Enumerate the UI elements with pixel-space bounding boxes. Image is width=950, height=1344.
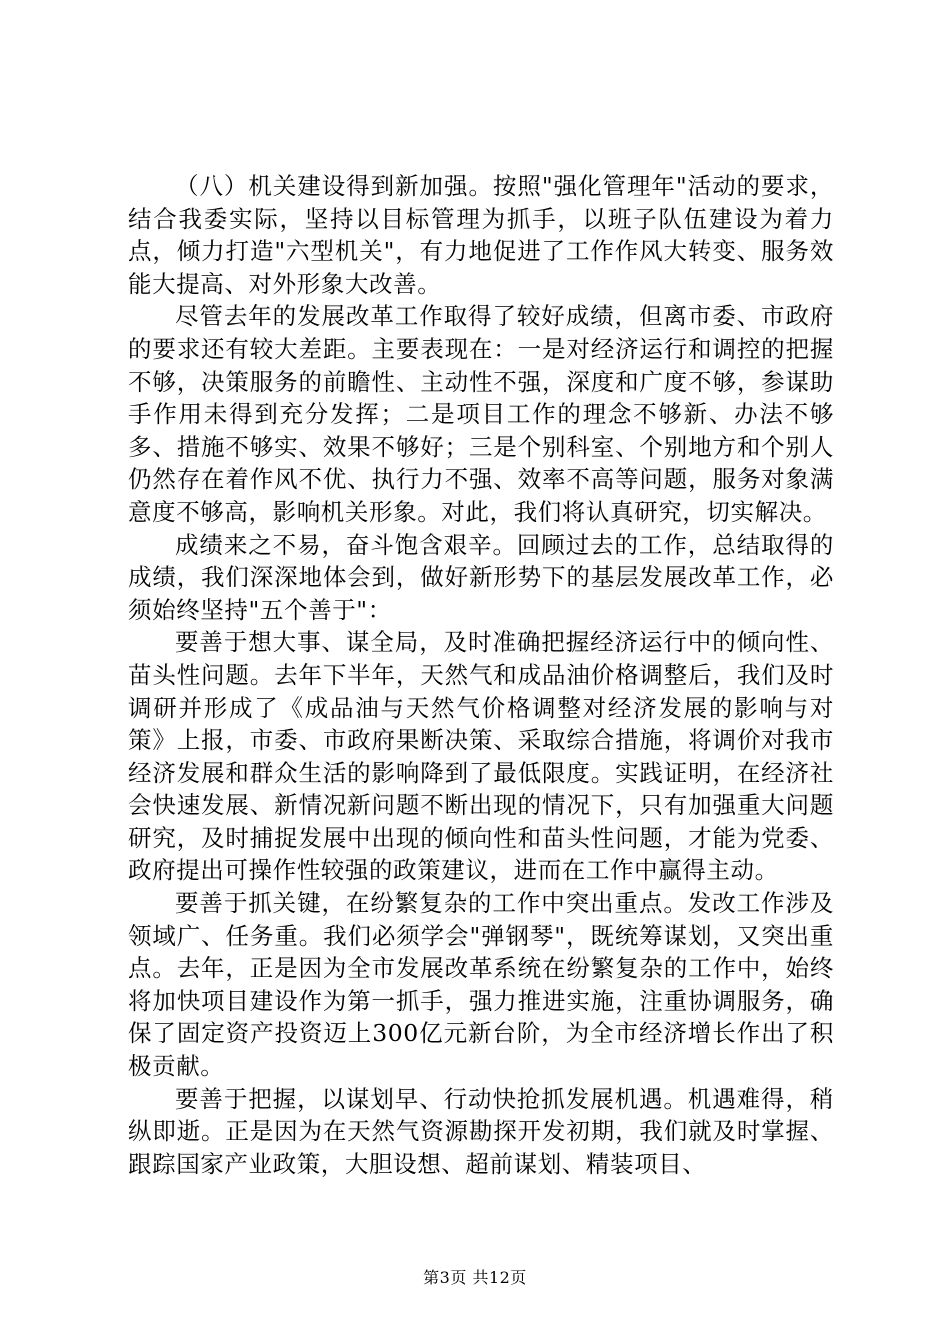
page-number-footer: 第3页 共12页 [423, 1268, 527, 1287]
paragraph-think-big: 要善于想大事、谋全局，及时准确把握经济运行中的倾向性、苗头性问题。去年下半年，天然气和成品油价格调整后，我们及时调研并形成了《成品油与天然气价格调整对经济发展的影响与对策》上报，市委、市政府果断决策、采取综合措施，将调价对我市经济发展和群众生活的影响降到了最低限度。实践证明，在经济社会快速发展、新情况新问题不断出现的情况下，只有加强重大问题研究，及时捕捉发展中出现的倾向性和苗头性问题，才能为党委、政府提出可操作性较强的政策建议，进而在工作中赢得主动。 [128, 628, 834, 885]
paragraph-shortcomings: 尽管去年的发展改革工作取得了较好成绩，但离市委、市政府的要求还有较大差距。主要表现在：一是对经济运行和调控的把握不够，决策服务的前瞻性、主动性不强，深度和广度不够，参谋助手作用未得到充分发挥；二是项目工作的理念不够新、办法不够多、措施不够实、效果不够好；三是个别科室、个别地方和个别人仍然存在着作风不优、执行力不强、效率不高等问题，服务对象满意度不够高，影响机关形象。对此，我们将认真研究，切实解决。 [128, 302, 834, 526]
paragraph-organ-building: （八）机关建设得到新加强。按照"强化管理年"活动的要求，结合我委实际，坚持以目标管理为抓手，以班子队伍建设为着力点，倾力打造"六型机关"，有力地促进了工作作风大转变、服务效能大提高、对外形象大改善。 [128, 172, 834, 298]
paragraph-five-good-at: 成绩来之不易，奋斗饱含艰辛。回顾过去的工作，总结取得的成绩，我们深深地体会到，做好新形势下的基层发展改革工作，必须始终坚持"五个善于"： [128, 530, 834, 624]
paragraph-seize-opportunity: 要善于把握，以谋划早、行动快抢抓发展机遇。机遇难得，稍纵即逝。正是因为在天然气资源勘探开发初期，我们就及时掌握、跟踪国家产业政策，大胆设想、超前谋划、精装项目、 [128, 1084, 834, 1178]
paragraph-grasp-key: 要善于抓关键，在纷繁复杂的工作中突出重点。发改工作涉及领域广、任务重。我们必须学会"弹钢琴"，既统筹谋划，又突出重点。去年，正是因为全市发展改革系统在纷繁复杂的工作中，始终将加快项目建设作为第一抓手，强力推进实施，注重协调服务，确保了固定资产投资迈上300亿元新台阶，为全市经济增长作出了积极贡献。 [128, 889, 834, 1081]
document-body [128, 170, 834, 1180]
